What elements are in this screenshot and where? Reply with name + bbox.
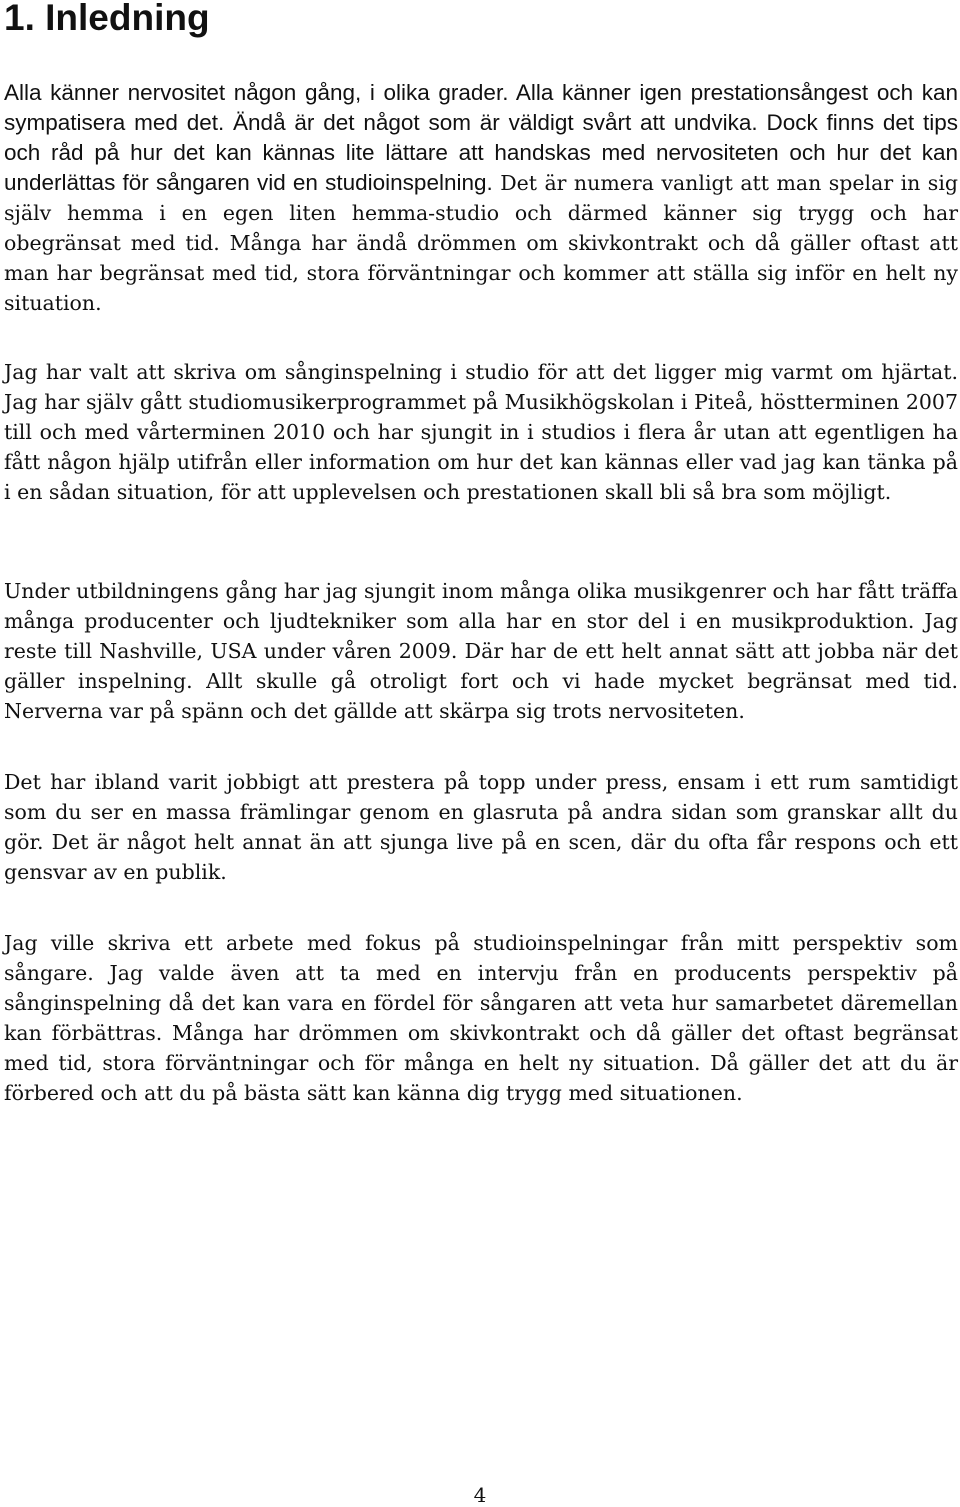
page-number: 4 <box>473 1483 487 1507</box>
paragraph-intro-part-b: Det är numera vanligt att man spelar in sig själv hemma i en egen liten hemma-studio och därmed känner sig trygg och har obegränsat med tid. Många har ändå drömmen om skivkontrakt och då gäller oftast att man har begränsat med tid, stora förväntningar och kommer att ställa sig inför en helt ny situation. <box>4 171 958 315</box>
paragraph-intro <box>4 78 958 318</box>
paragraph-purpose: Jag ville skriva ett arbete med fokus på studioinspelningar från mitt perspektiv som sångare. Jag valde även att ta med en intervju från en producents perspektiv på sånginspelning då det kan vara en fördel för sångaren att veta hur samarbetet däremellan kan förbättras. Många har drömmen om skivkontrakt och då gäller det oftast begränsat med tid, stora förväntningar och för många en helt ny situation. Då gäller det att du är förbered och att du på bästa sätt kan känna dig trygg med situationen. <box>4 931 958 1105</box>
paragraph-pressure: Det har ibland varit jobbigt att prestera på topp under press, ensam i ett rum samtidigt som du ser en massa främlingar genom en glasruta på andra sidan som granskar allt du gör. Det är något helt annat än att sjunga live på en scen, där du ofta får respons och ett gensvar av en publik. <box>4 770 958 884</box>
paragraph-intro-part-a: Alla känner nervositet någon gång, i olika grader. Alla känner igen prestationsångest och kan sympatisera med det. Ändå är det något som är väldigt svårt att undvika. Dock finns det tips och råd på hur det kan kännas lite lättare att handskas med nervositeten och hur det kan underlättas för sångaren vid en studioinspelning. <box>4 80 958 195</box>
section-heading: 1. Inledning <box>4 0 210 38</box>
paragraph-motivation: Jag har valt att skriva om sånginspelning i studio för att det ligger mig varmt om hjärtat. Jag har själv gått studiomusikerprogrammet på Musikhögskolan i Piteå, höstterminen 2007 till och med vårterminen 2010 och har sjungit in i studios i flera år utan att egentligen ha fått någon hjälp utifrån eller information om hur det kan kännas eller vad jag kan tänka på i en sådan situation, för att upplevelsen och prestationen skall bli så bra som möjligt. <box>4 360 958 504</box>
paragraph-education: Under utbildningens gång har jag sjungit inom många olika musikgenrer och har fått träffa många producenter och ljudtekniker som alla har en stor del i en musikproduktion. Jag reste till Nashville, USA under våren 2009. Där har de ett helt annat sätt att jobba när det gäller inspelning. Allt skulle gå otroligt fort och vi hade mycket begränsat med tid. Nerverna var på spänn och det gällde att skärpa sig trots nervositeten. <box>4 579 958 723</box>
